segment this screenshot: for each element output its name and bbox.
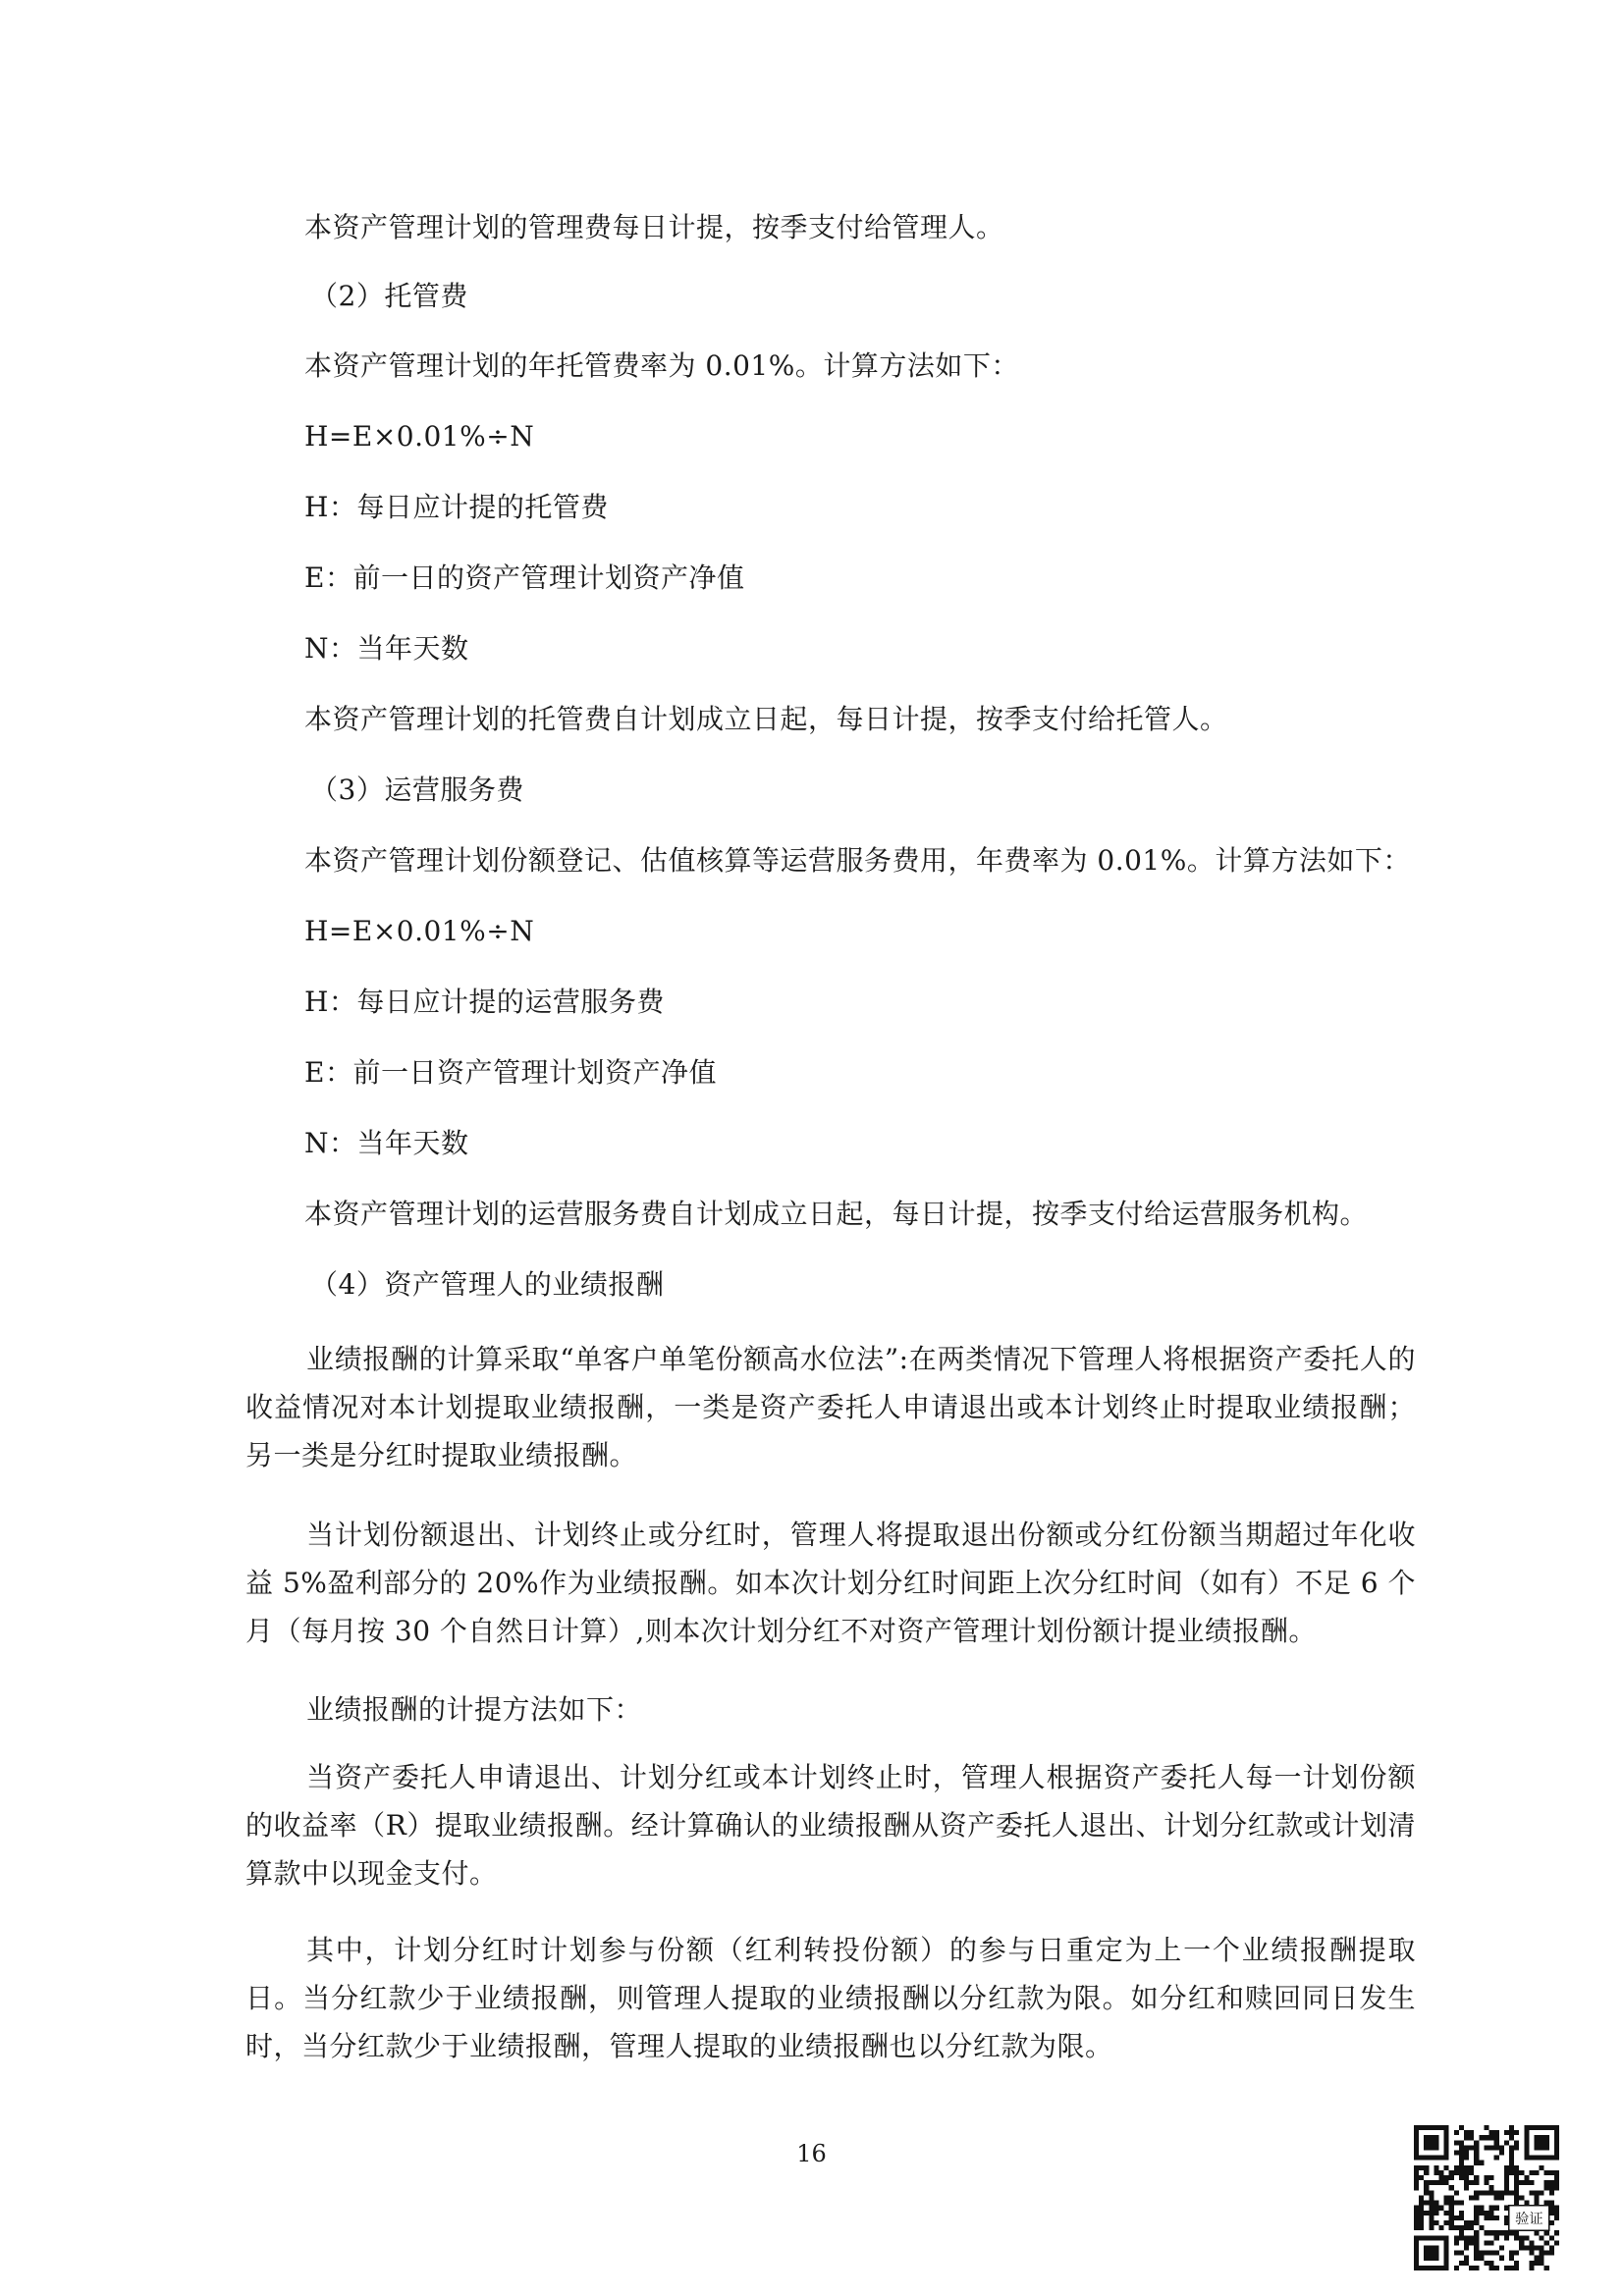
qr-code-icon xyxy=(1414,2125,1559,2270)
formula-definition: H：每日应计提的托管费 xyxy=(304,491,609,523)
formula-definition: E：前一日的资产管理计划资产净值 xyxy=(304,561,745,594)
text-line: 本资产管理计划的管理费每日计提，按季支付给管理人。 xyxy=(304,211,1004,243)
paragraph: 业绩报酬的计算采取“单客户单笔份额高水位法”:在两类情况下管理人将根据资产委托人的收益情况对本计划提取业绩报酬，一类是资产委托人申请退出或本计划终止时提取业绩报酬；另一类是分红时提取业绩报酬。 xyxy=(245,1343,1416,1471)
section-heading: （4）资产管理人的业绩报酬 xyxy=(310,1268,665,1301)
text-line: 本资产管理计划的托管费自计划成立日起，每日计提，按季支付给托管人。 xyxy=(304,703,1228,735)
formula-definition: E：前一日资产管理计划资产净值 xyxy=(304,1056,717,1089)
paragraph: 其中，计划分红时计划参与份额（红利转投份额）的参与日重定为上一个业绩报酬提取日。当分红款少于业绩报酬，则管理人提取的业绩报酬以分红款为限。如分红和赎回同日发生时，当分红款少于业绩报酬，管理人提取的业绩报酬也以分红款为限。 xyxy=(245,1934,1416,2062)
formula-definition: H：每日应计提的运营服务费 xyxy=(304,986,665,1018)
text-line: 本资产管理计划的运营服务费自计划成立日起，每日计提，按季支付给运营服务机构。 xyxy=(304,1198,1369,1230)
section-heading: （3）运营服务费 xyxy=(310,774,524,806)
qr-stamp-label: 验证 xyxy=(1515,2212,1543,2228)
formula-line: H=E×0.01%÷N xyxy=(304,420,535,453)
text-line: 本资产管理计划份额登记、估值核算等运营服务费用，年费率为 0.01%。计算方法如下： xyxy=(304,844,1411,877)
paragraph: 业绩报酬的计提方法如下： xyxy=(306,1693,643,1726)
page-number: 16 xyxy=(796,2140,827,2167)
paragraph: 当资产委托人申请退出、计划分红或本计划终止时，管理人根据资产委托人每一计划份额的收益率（R）提取业绩报酬。经计算确认的业绩报酬从资产委托人退出、计划分红款或计划清算款中以现金支付。 xyxy=(245,1761,1416,1890)
paragraph: 当计划份额退出、计划终止或分红时，管理人将提取退出份额或分红份额当期超过年化收益 5%盈利部分的 20%作为业绩报酬。如本次计划分红时间距上次分红时间（如有）不足 6 个月（每月按 30 个自然日计算）,则本次计划分红不对资产管理计划份额计提业绩报酬。 xyxy=(245,1519,1416,1647)
formula-definition: N：当年天数 xyxy=(304,632,469,665)
text-line: 本资产管理计划的年托管费率为 0.01%。计算方法如下： xyxy=(304,349,1019,382)
section-heading: （2）托管费 xyxy=(310,280,468,312)
formula-definition: N：当年天数 xyxy=(304,1127,469,1159)
formula-line: H=E×0.01%÷N xyxy=(304,915,535,947)
